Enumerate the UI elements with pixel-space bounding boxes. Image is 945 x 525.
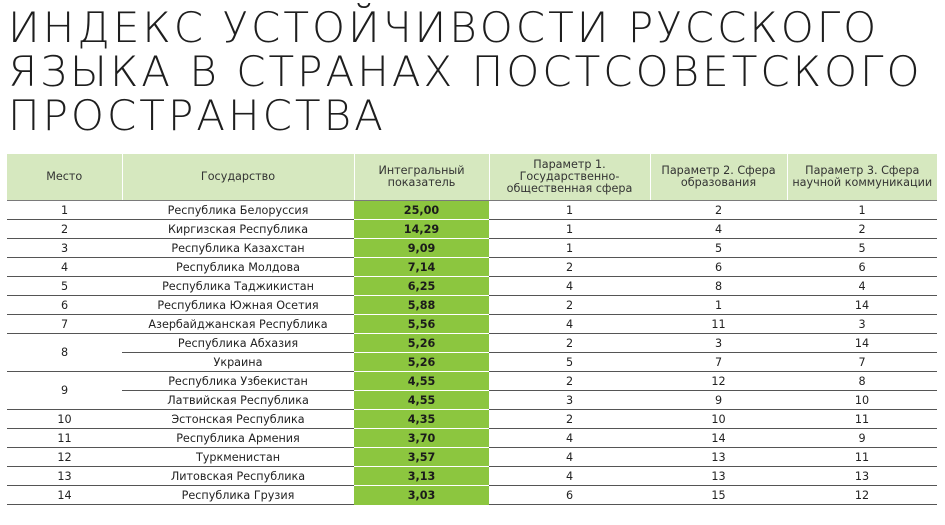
cell-index: 7,14 <box>354 258 489 277</box>
cell-param-2: 13 <box>650 467 787 486</box>
cell-param-1: 5 <box>489 353 650 372</box>
cell-state: Туркменистан <box>122 448 354 467</box>
cell-param-2: 13 <box>650 448 787 467</box>
cell-param-3: 10 <box>787 391 937 410</box>
header-param-1: Параметр 1. Государственно-общественная сфера <box>489 154 650 201</box>
cell-param-2: 6 <box>650 258 787 277</box>
cell-index: 4,55 <box>354 391 489 410</box>
cell-state: Латвийская Республика <box>122 391 354 410</box>
cell-param-2: 8 <box>650 277 787 296</box>
cell-param-2: 11 <box>650 315 787 334</box>
cell-param-2: 10 <box>650 410 787 429</box>
cell-param-1: 1 <box>489 201 650 220</box>
cell-param-3: 5 <box>787 239 937 258</box>
table-row <box>7 201 937 220</box>
cell-param-2: 1 <box>650 296 787 315</box>
cell-param-3: 11 <box>787 410 937 429</box>
cell-index: 5,88 <box>354 296 489 315</box>
table-row <box>7 334 937 353</box>
table-row <box>7 315 937 334</box>
cell-place: 13 <box>7 467 122 486</box>
cell-index: 3,13 <box>354 467 489 486</box>
table-row <box>7 277 937 296</box>
table-row <box>7 220 937 239</box>
cell-index: 4,55 <box>354 372 489 391</box>
cell-state: Эстонская Республика <box>122 410 354 429</box>
cell-index: 3,03 <box>354 486 489 505</box>
cell-index: 5,26 <box>354 353 489 372</box>
cell-param-3: 13 <box>787 467 937 486</box>
cell-param-2: 14 <box>650 429 787 448</box>
cell-param-2: 4 <box>650 220 787 239</box>
cell-place: 9 <box>7 372 122 410</box>
cell-param-1: 4 <box>489 277 650 296</box>
header-place: Место <box>7 154 122 201</box>
cell-state: Республика Южная Осетия <box>122 296 354 315</box>
cell-param-3: 12 <box>787 486 937 505</box>
cell-param-3: 6 <box>787 258 937 277</box>
cell-state: Киргизская Республика <box>122 220 354 239</box>
cell-state: Республика Узбекистан <box>122 372 354 391</box>
header-state: Государство <box>122 154 354 201</box>
table-row <box>7 353 937 372</box>
cell-param-1: 2 <box>489 296 650 315</box>
cell-param-2: 3 <box>650 334 787 353</box>
cell-place: 8 <box>7 334 122 372</box>
cell-index: 14,29 <box>354 220 489 239</box>
table-row <box>7 429 937 448</box>
table-row <box>7 239 937 258</box>
cell-param-1: 3 <box>489 391 650 410</box>
cell-index: 9,09 <box>354 239 489 258</box>
cell-param-3: 7 <box>787 353 937 372</box>
cell-state: Республика Молдова <box>122 258 354 277</box>
cell-index: 3,57 <box>354 448 489 467</box>
header-param-3: Параметр 3. Сфера научной коммуникации <box>787 154 937 201</box>
cell-param-3: 14 <box>787 334 937 353</box>
cell-param-1: 4 <box>489 315 650 334</box>
cell-param-2: 15 <box>650 486 787 505</box>
cell-param-3: 4 <box>787 277 937 296</box>
cell-param-3: 8 <box>787 372 937 391</box>
header-index: Интегральный показатель <box>354 154 489 201</box>
cell-state: Азербайджанская Республика <box>122 315 354 334</box>
cell-index: 3,70 <box>354 429 489 448</box>
table-row <box>7 391 937 410</box>
cell-index: 5,56 <box>354 315 489 334</box>
cell-param-2: 12 <box>650 372 787 391</box>
cell-state: Республика Армения <box>122 429 354 448</box>
cell-state: Республика Абхазия <box>122 334 354 353</box>
cell-param-2: 5 <box>650 239 787 258</box>
cell-state: Республика Белоруссия <box>122 201 354 220</box>
table-row <box>7 296 937 315</box>
table-row <box>7 467 937 486</box>
cell-state: Республика Казахстан <box>122 239 354 258</box>
cell-param-3: 3 <box>787 315 937 334</box>
cell-index: 4,35 <box>354 410 489 429</box>
cell-param-1: 2 <box>489 334 650 353</box>
cell-place: 12 <box>7 448 122 467</box>
cell-place: 6 <box>7 296 122 315</box>
cell-param-3: 9 <box>787 429 937 448</box>
table-body <box>7 201 937 505</box>
cell-param-2: 9 <box>650 391 787 410</box>
cell-place: 14 <box>7 486 122 505</box>
cell-param-2: 7 <box>650 353 787 372</box>
cell-param-1: 2 <box>489 372 650 391</box>
cell-index: 6,25 <box>354 277 489 296</box>
cell-state: Литовская Республика <box>122 467 354 486</box>
table-header-row <box>7 154 937 201</box>
cell-place: 1 <box>7 201 122 220</box>
stability-index-table <box>7 154 937 505</box>
cell-index: 25,00 <box>354 201 489 220</box>
cell-param-3: 14 <box>787 296 937 315</box>
cell-state: Украина <box>122 353 354 372</box>
table-row <box>7 486 937 505</box>
cell-place: 10 <box>7 410 122 429</box>
cell-place: 4 <box>7 258 122 277</box>
cell-place: 11 <box>7 429 122 448</box>
cell-param-1: 4 <box>489 467 650 486</box>
cell-state: Республика Таджикистан <box>122 277 354 296</box>
table-row <box>7 410 937 429</box>
cell-param-1: 6 <box>489 486 650 505</box>
table-row <box>7 372 937 391</box>
header-param-2: Параметр 2. Сфера образования <box>650 154 787 201</box>
cell-place: 2 <box>7 220 122 239</box>
table-row <box>7 448 937 467</box>
cell-param-1: 2 <box>489 410 650 429</box>
cell-param-3: 11 <box>787 448 937 467</box>
cell-param-3: 1 <box>787 201 937 220</box>
cell-param-1: 1 <box>489 239 650 258</box>
cell-state: Республика Грузия <box>122 486 354 505</box>
cell-param-2: 2 <box>650 201 787 220</box>
cell-param-1: 4 <box>489 429 650 448</box>
cell-index: 5,26 <box>354 334 489 353</box>
cell-param-1: 1 <box>489 220 650 239</box>
cell-param-1: 4 <box>489 448 650 467</box>
cell-place: 3 <box>7 239 122 258</box>
cell-place: 7 <box>7 315 122 334</box>
cell-param-1: 2 <box>489 258 650 277</box>
page-title: ИНДЕКС УСТОЙЧИВОСТИ РУССКОГО ЯЗЫКА В СТРАНАХ ПОСТСОВЕТСКОГО ПРОСТРАНСТВА <box>8 3 923 140</box>
cell-place: 5 <box>7 277 122 296</box>
cell-param-3: 2 <box>787 220 937 239</box>
table-row <box>7 258 937 277</box>
